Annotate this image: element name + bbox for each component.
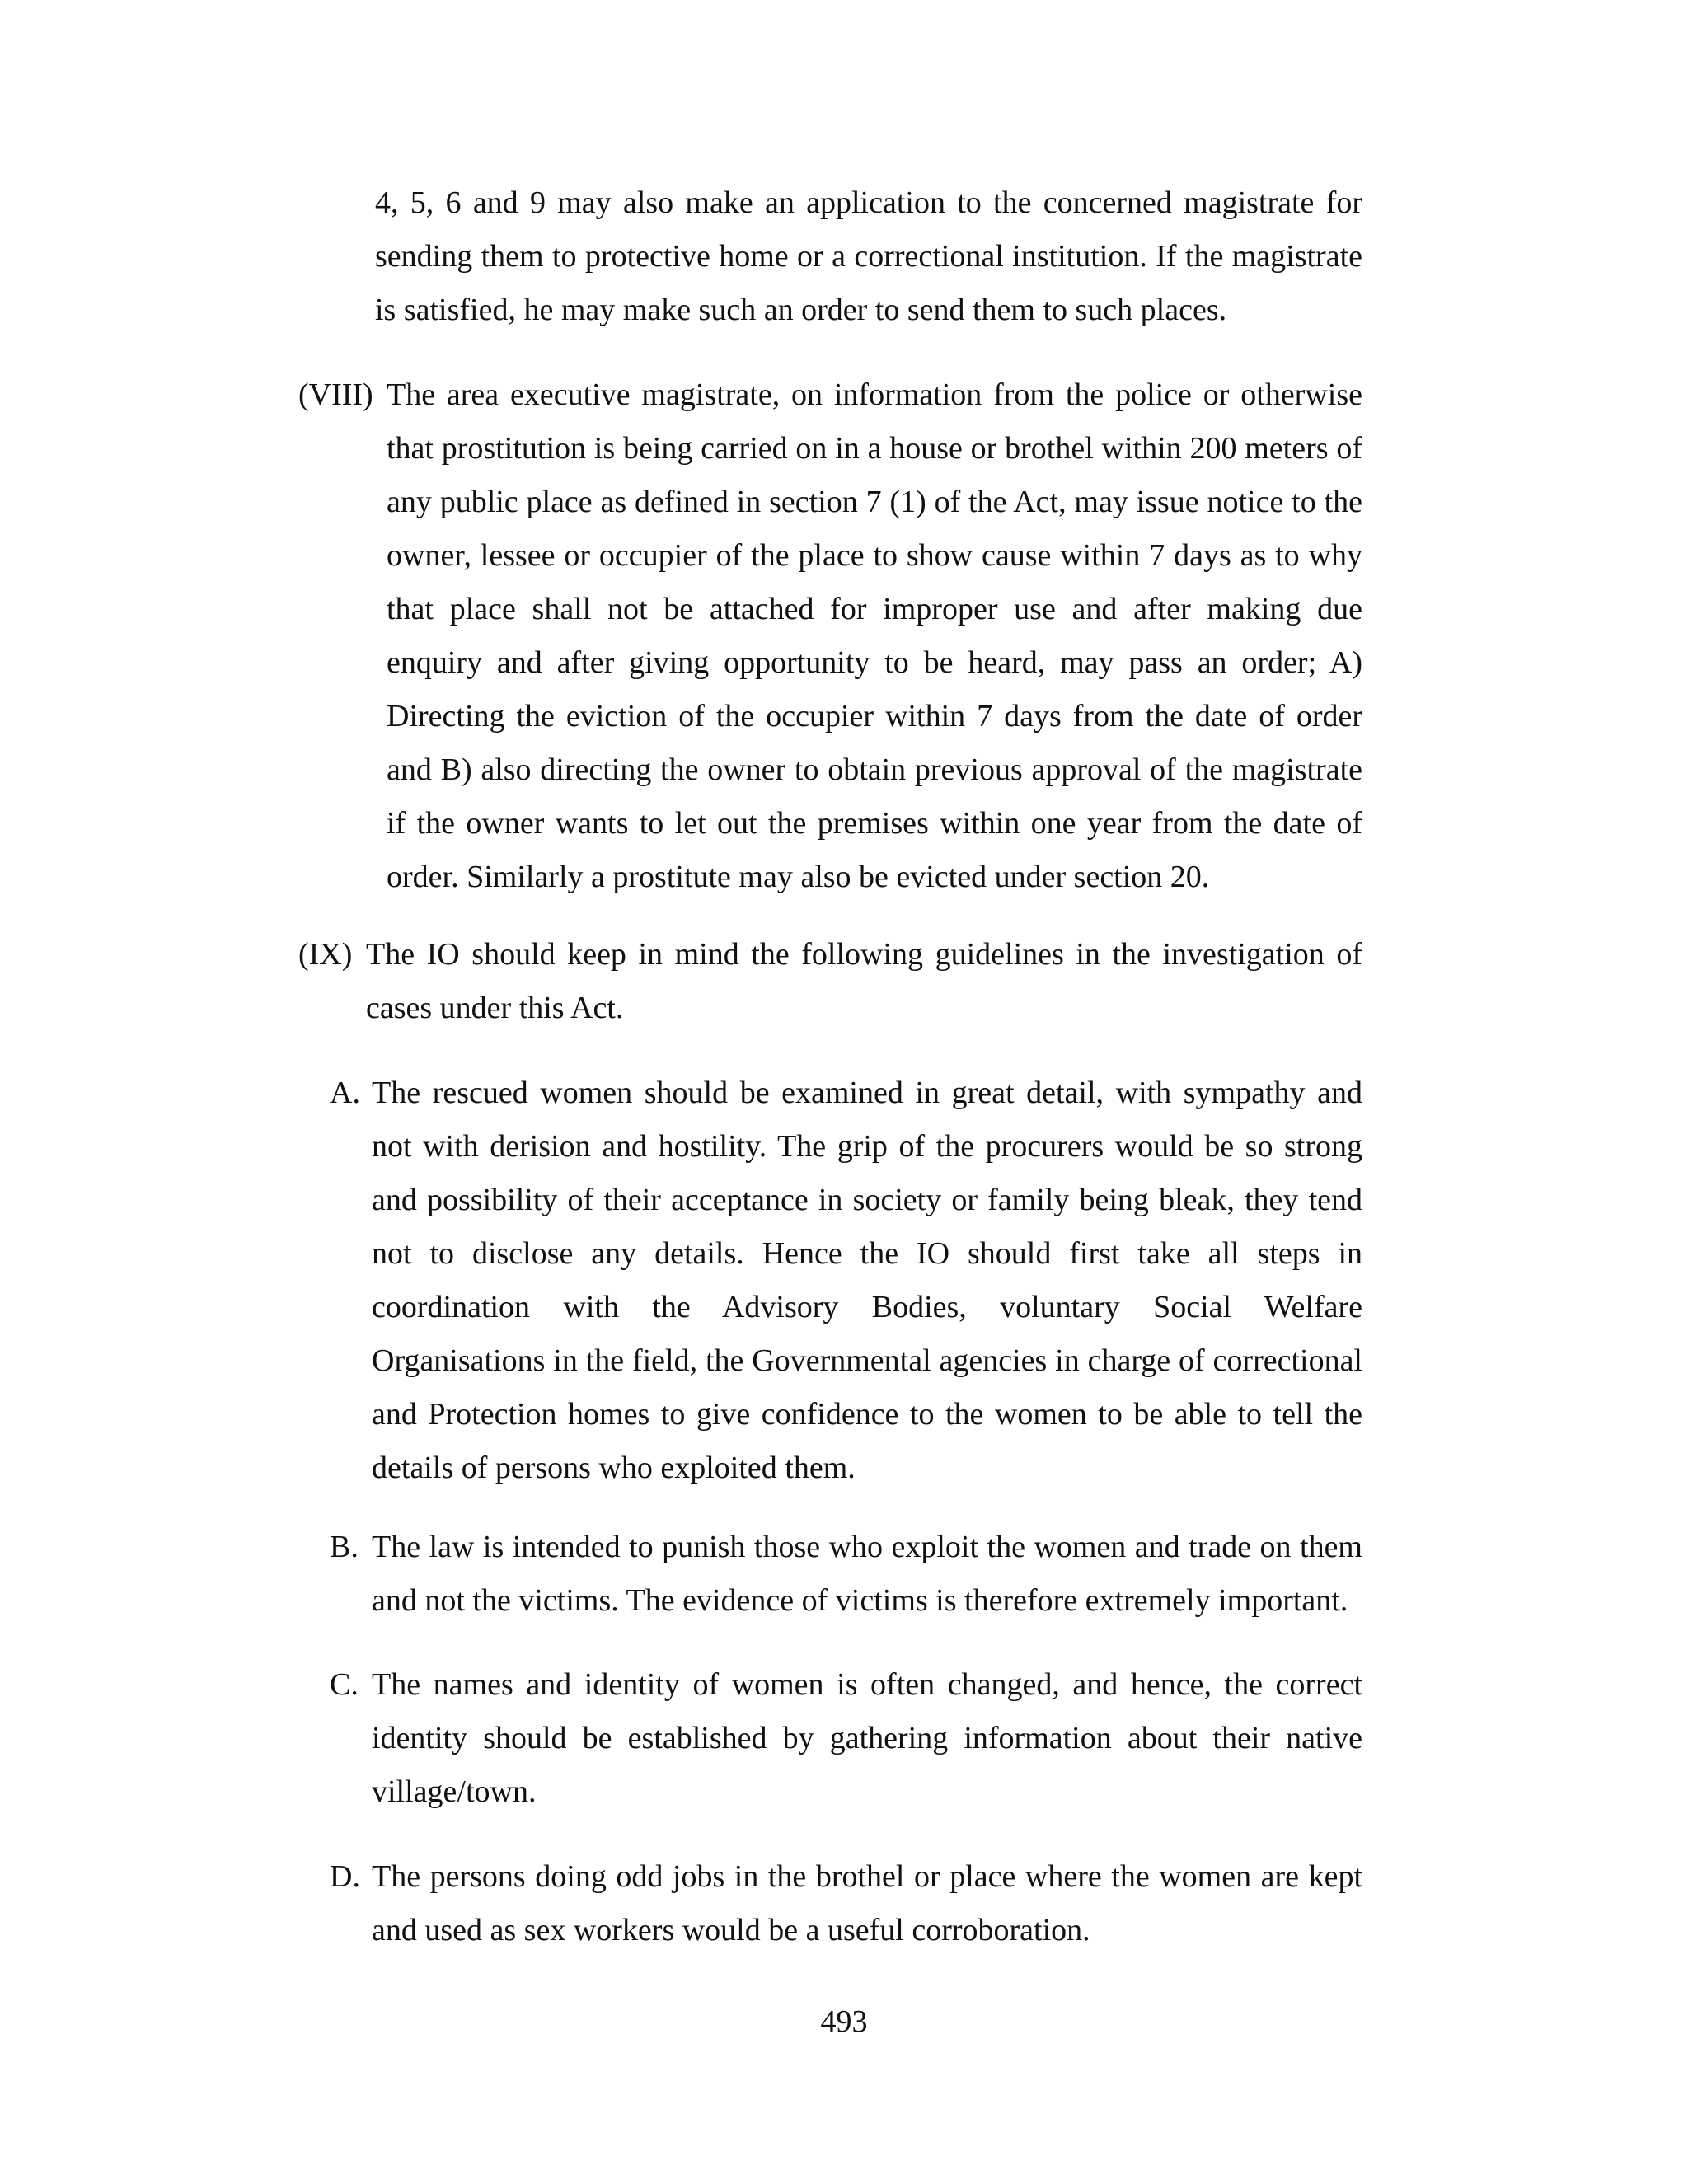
- sub-item-b-text: The law is intended to punish those who exploit the women and trade on them and not the victims. The evidence of victims is therefore extremely important.: [372, 1530, 1362, 1618]
- sub-item-d: [330, 1850, 1362, 1957]
- item-ix: [298, 928, 1362, 1035]
- sub-item-c-text: The names and identity of women is often changed, and hence, the correct identity should be established by gathering information about their native village/town.: [372, 1667, 1362, 1809]
- item-ix-text: The IO should keep in mind the following guidelines in the investigation of cases under this Act.: [366, 937, 1362, 1025]
- sub-item-d-text: The persons doing odd jobs in the brothel or place where the women are kept and used as sex workers would be a useful corroboration.: [372, 1859, 1362, 1947]
- item-viii-marker: (VIII): [298, 377, 373, 412]
- sub-item-a-marker: A.: [330, 1076, 360, 1110]
- item-ix-marker: (IX): [298, 937, 353, 972]
- sub-item-b-marker: B.: [330, 1530, 359, 1564]
- sub-item-a-text: The rescued women should be examined in great detail, with sympathy and not with derision and hostility. The grip of the procurers would be so strong and possibility of their acceptance in society or family being bleak, they tend not to disclose any details. Hence the IO should first take all steps in coordination with the Advisory Bodies, voluntary Social Welfare Organisations in the field, the Governmental agencies in charge of correctional and Protection homes to give confidence to the women to be able to tell the details of persons who exploited them.: [372, 1076, 1362, 1485]
- continuation-paragraph: [375, 176, 1362, 337]
- item-viii-text: The area executive magistrate, on information from the police or otherwise that prostitution is being carried on in a house or brothel within 200 meters of any public place as defined in section 7 (1) of the Act, may issue notice to the owner, lessee or occupier of the place to show cause within 7 days as to why that place shall not be attached for improper use and after making due enquiry and after giving opportunity to be heard, may pass an order; A) Directing the eviction of the occupier within 7 days from the date of order and B) also directing the owner to obtain previous approval of the magistrate if the owner wants to let out the premises within one year from the date of order. Similarly a prostitute may also be evicted under section 20.: [387, 377, 1362, 894]
- continuation-text: 4, 5, 6 and 9 may also make an application to the concerned magistrate for sending them to protective home or a correctional institution. If the magistrate is satisfied, he may make such an order to send them to such places.: [375, 185, 1362, 327]
- sub-item-b: [330, 1521, 1362, 1628]
- sub-item-a: [330, 1066, 1362, 1495]
- sub-item-d-marker: D.: [330, 1859, 360, 1894]
- sub-item-c: [330, 1658, 1362, 1819]
- item-viii: [298, 368, 1362, 904]
- page-number: 493: [820, 2004, 868, 2039]
- sub-item-c-marker: C.: [330, 1667, 359, 1702]
